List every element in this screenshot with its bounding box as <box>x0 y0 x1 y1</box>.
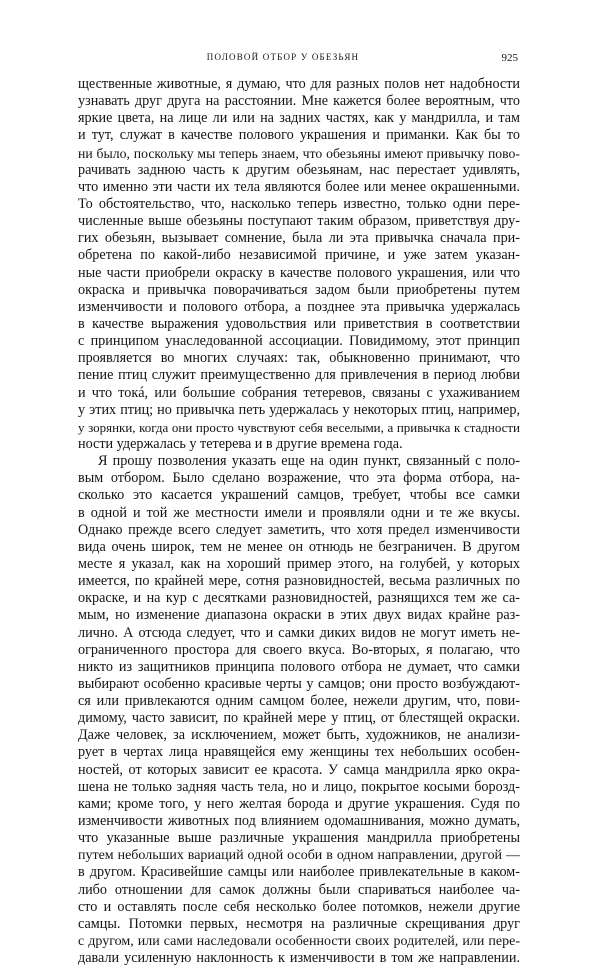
text-line: мым, но изменение диапазона окраски в этих двух видах крайне раз- <box>78 607 520 624</box>
text-line: в одной и той же местности имели и проявляли одни и те же вкусы. <box>78 504 520 521</box>
text-line: лично. А отсюда следует, что и самки диких видов не могут иметь не- <box>78 624 520 641</box>
text-line: окраска и привычка поворачиваться задом были приобретены путем <box>78 281 520 298</box>
text-line: проявляется во многих случаях: так, обыкновенно принимают, что <box>78 350 520 367</box>
text-line: рует в чертах лица нравящейся ему женщины тех небольших особен- <box>78 744 520 761</box>
text-line: и что токá, или большие собрания тетеревов, связаны с ухаживанием <box>78 384 520 401</box>
text-line: узнавать друг друга на расстоянии. Мне кажется более вероятным, что <box>78 93 520 110</box>
running-title: ПОЛОВОЙ ОТБОР У ОБЕЗЬЯН <box>206 52 360 62</box>
text-line: и тут, служат в качестве полового украшения и приманки. Как бы то <box>78 127 520 144</box>
text-line: численные выше обезьяны поступают таким образом, приветствуя дру- <box>78 213 520 230</box>
body-text <box>78 76 520 967</box>
text-line: у этих птиц; но привычка петь удержалась у некоторых птиц, например, <box>78 401 520 418</box>
text-line: обретена по какой-либо независимой причине, и уже затем указан- <box>78 247 520 264</box>
text-line: сколько это касается украшений самцов, требует, чтобы все самки <box>78 487 520 504</box>
text-line: месте я указал, как на хороший пример этого, на голубей, у которых <box>78 555 520 572</box>
text-line: вым отбором. Было сделано возражение, что эта форма отбора, на- <box>78 470 520 487</box>
text-line: ограниченного простора для своего вкуса. Во-вторых, я полагаю, что <box>78 641 520 658</box>
text-line: ности удержалась у тетерева и в другие времена года. <box>78 435 403 452</box>
text-line: в другом. Красивейшие самцы или наиболее привлекательные в каком- <box>78 864 520 881</box>
text-line: димому, часто зависит, по крайней мере у птиц, от блестящей окраски. <box>78 710 520 727</box>
text-line: ностей, от которых зависит ее красота. У самца мандрилла ярко окра- <box>78 761 520 778</box>
text-line: вида очень широк, тем не менее он отнюдь не безграничен. В другом <box>78 538 520 555</box>
text-line: ся или привлекаются одним самцом более, нежели другим, что, пови- <box>78 693 520 710</box>
text-line: в качестве выражения удовольствия или приветствия в соответствии <box>78 315 520 332</box>
running-head <box>78 52 518 68</box>
text-line: что указанные выше различные украшения мандрилла приобретены <box>78 830 520 847</box>
text-line: изменчивости и полового отбора, а позднее эта привычка удержалась <box>78 298 520 315</box>
text-line: давали усиленную наклонность к изменчивости в том же направлении. <box>78 950 520 967</box>
page-number: 925 <box>501 52 518 64</box>
text-line: ные части приобрели окраску в качестве полового украшения, или что <box>78 264 520 281</box>
text-line: Однако прежде всего следует заметить, что хотя предел изменчивости <box>78 521 520 538</box>
text-line: с принципом унаследованной ассоциации. Повидимому, этот принцип <box>78 333 520 350</box>
text-line: ками; кроме того, у него желтая борода и другие украшения. Судя по <box>78 795 520 812</box>
text-line: щественные животные, я думаю, что для разных полов нет надобности <box>78 76 520 92</box>
text-line: изменчивости животных под влиянием одомашнивания, можно думать, <box>78 813 520 830</box>
text-line: самцы. Потомки первых, несмотря на различные скрещивания друг <box>78 915 520 932</box>
text-line: путем небольших вариаций одной особи в одном направлении, другой — <box>78 848 520 864</box>
text-line: у зорянки, когда они просто чувствуют себя веселыми, а привычка к стадности <box>78 419 520 435</box>
text-line: пение птиц служит преимущественно для привлечения в период любви <box>78 367 520 384</box>
text-line: То обстоятельство, что, насколько теперь известно, только одни пере- <box>78 195 520 212</box>
text-line: гих обезьян, вызывает сомнение, была ли эта привычка сначала при- <box>78 230 520 247</box>
text-line: яркие цвета, на лице ли или на задних частях, как у мандрилла, и там <box>78 110 520 127</box>
text-line: ни было, поскольку мы теперь знаем, что обезьяны имеют привычку пово- <box>78 145 520 161</box>
text-line: никто из защитников принципа полового отбора не думает, что самки <box>78 658 520 675</box>
text-line: Я прошу позволения указать еще на один пункт, связанный с поло- <box>98 453 520 470</box>
text-line: имеется, по крайней мере, сотня разновидностей, весьма различных по <box>78 573 520 590</box>
text-line: Даже человек, за исключением, может быть, художников, не анализи- <box>78 727 520 744</box>
text-line: выбирают особенно красивые черты у самцов; они просто возбуждают- <box>78 675 520 692</box>
text-line: что именно эти части их тела являются более или менее окрашенными. <box>78 178 520 195</box>
text-line: окраске, и на кур с десятками разновидностей, разнящихся тем же са- <box>78 590 520 607</box>
text-line: шена не только задняя часть тела, но и лицо, покрытое косыми борозд- <box>78 778 520 795</box>
text-line: рачивать заднюю часть к другим обезьянам, нас перестает удивлять, <box>78 161 520 178</box>
text-line: с другом, или сами наследовали особенности своих родителей, или пере- <box>78 934 520 950</box>
text-line: либо отношении для самок должны были спариваться наиболее ча- <box>78 881 520 898</box>
text-line: сто и оставлять после себя несколько более потомков, нежели другие <box>78 898 520 915</box>
